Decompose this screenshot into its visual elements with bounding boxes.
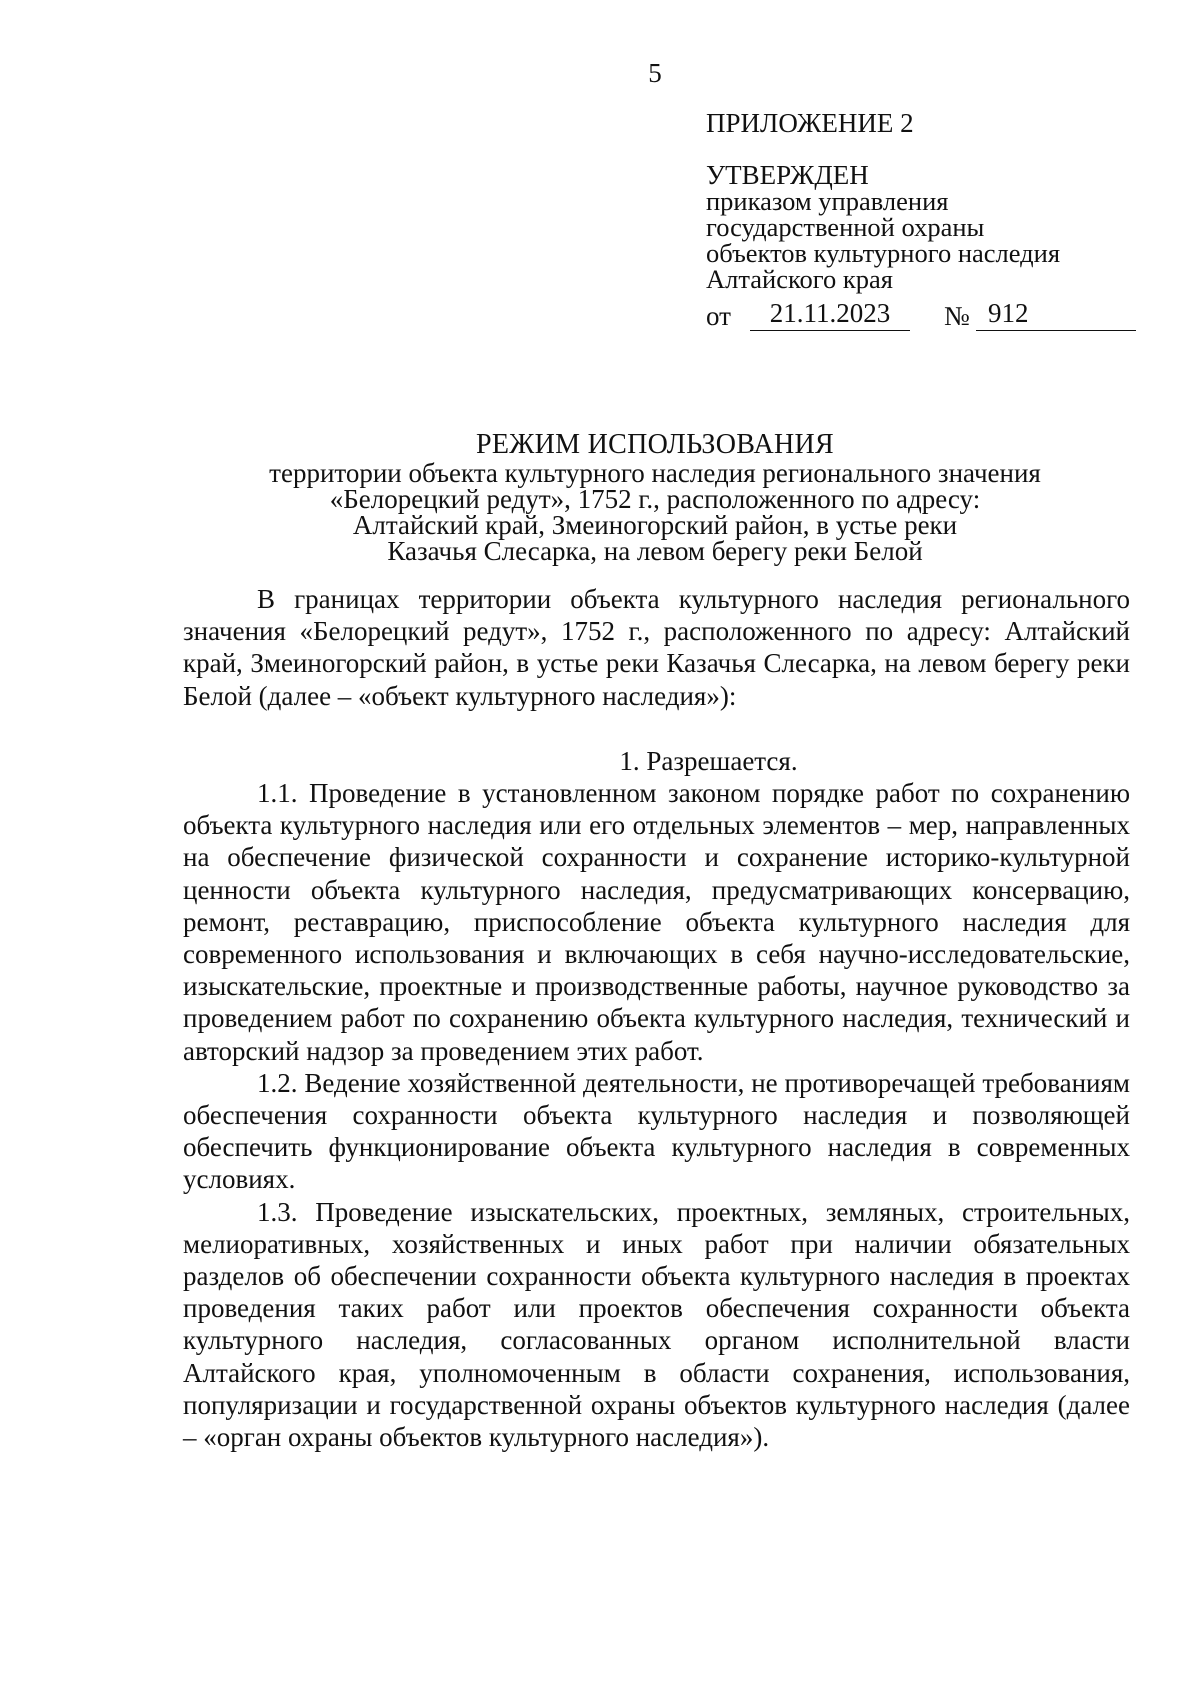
approval-line: Алтайского края	[706, 264, 893, 294]
intro-paragraph: В границах территории объекта культурного наследия регионального значения «Белорецкий редут», 1752 г., расположенного по адресу: Алтайский край, Змеиногорский район, в устье реки Казачья Слесарка, на левом берегу реки Белой (далее – «объект культурного наследия»):	[183, 584, 1130, 711]
order-number: 912	[976, 298, 1136, 331]
page-number: 5	[648, 58, 662, 88]
approval-block	[706, 108, 1146, 331]
item-paragraph: 1.1. Проведение в установленном законом порядке работ по сохранению объекта культурного наследия или его отдельных элементов – мер, направленных на обеспечение физической сохранности и сохранение историко-культурной ценности объекта культурного наследия, предусматривающих консервацию, ремонт, реставрацию, приспособление объекта культурного наследия для современного использования и включающих в себя научно-исследовательские, изыскательские, проектные и производственные работы, научное руководство за проведением работ по сохранению объекта культурного наследия, технический и авторский надзор за проведением этих работ.	[183, 778, 1130, 1066]
subtitle-line: территории объекта культурного наследия регионального значения	[269, 458, 1041, 488]
approval-line: государственной охраны	[706, 212, 985, 242]
number-prefix: №	[944, 301, 970, 331]
subtitle-line: Казачья Слесарка, на левом берегу реки Белой	[387, 536, 923, 566]
appendix-label: ПРИЛОЖЕНИЕ 2	[706, 108, 914, 138]
approval-line: объектов культурного наследия	[706, 238, 1061, 268]
subtitle-line: «Белорецкий редут», 1752 г., расположенного по адресу:	[329, 484, 981, 514]
item-paragraph: 1.2. Ведение хозяйственной деятельности, не противоречащей требованиям обеспечения сохранности объекта культурного наследия и позволяющей обеспечить функционирование объекта культурного наследия в современных условиях.	[183, 1067, 1130, 1195]
date-prefix: от	[706, 301, 731, 331]
main-title: РЕЖИМ ИСПОЛЬЗОВАНИЯ	[475, 429, 835, 460]
section-heading: 1. Разрешается.	[619, 745, 798, 776]
approval-line: приказом управления	[706, 186, 949, 216]
document-title	[0, 430, 1200, 564]
order-dateline	[706, 298, 1146, 331]
subtitle-line: Алтайский край, Змеиногорский район, в устье реки	[352, 510, 958, 540]
approved-label: УТВЕРЖДЕН	[706, 160, 869, 190]
document-body	[183, 583, 1130, 1453]
order-date: 21.11.2023	[750, 298, 910, 331]
item-paragraph: 1.3. Проведение изыскательских, проектных, земляных, строительных, мелиоративных, хозяйственных и иных работ при наличии обязательных разделов об обеспечении сохранности объекта культурного наследия в проектах проведения таких работ или проектов обеспечения сохранности объекта культурного наследия, согласованных органом исполнительной власти Алтайского края, уполномоченным в области сохранения, использования, популяризации и государственной охраны объектов культурного наследия (далее – «орган охраны объектов культурного наследия»).	[183, 1196, 1130, 1453]
